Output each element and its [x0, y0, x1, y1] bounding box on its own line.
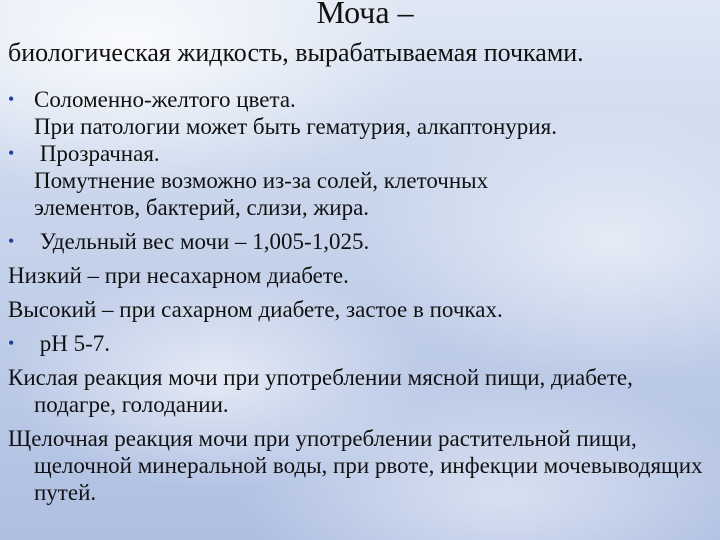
text-high-density: Высокий – при сахарном диабете, застое в почках. — [8, 297, 503, 322]
list-item-clarity — [8, 140, 714, 221]
slide-title: Моча – — [316, 0, 414, 30]
list-item-head: pH 5-7. — [34, 331, 111, 356]
slide-subtitle: биологическая жидкость, вырабатываемая почками. — [8, 38, 584, 67]
list-item-detail: Помутнение возможно из-за солей, клеточных — [34, 168, 489, 193]
bullet-icon: • — [8, 89, 15, 109]
list-item-head: Удельный вес мочи – 1,005-1,025. — [34, 229, 370, 254]
list-item-detail: При патологии может быть гематурия, алкаптонурия. — [34, 114, 557, 139]
list-item-head: Соломенно-желтого цвета. — [34, 87, 296, 112]
list-item-color — [8, 86, 714, 140]
text-alkaline-reaction: Щелочная реакция мочи при употреблении растительной пищи, щелочной минеральной воды, при рвоте, инфекции мочевыводящих путей. — [8, 426, 703, 505]
slide-content — [8, 86, 714, 506]
text-low-density: Низкий – при несахарном диабете. — [8, 263, 349, 288]
text-acid-reaction: Кислая реакция мочи при употреблении мясной пищи, диабете, подагре, голодании. — [8, 365, 633, 417]
bullet-icon: • — [8, 333, 15, 353]
list-item-head: Прозрачная. — [34, 141, 160, 166]
list-item-density — [8, 228, 714, 255]
bullet-icon: • — [8, 231, 15, 251]
bullet-icon: • — [8, 143, 15, 163]
list-item-detail: элементов, бактерий, слизи, жира. — [34, 195, 370, 220]
list-item-ph — [8, 330, 714, 357]
